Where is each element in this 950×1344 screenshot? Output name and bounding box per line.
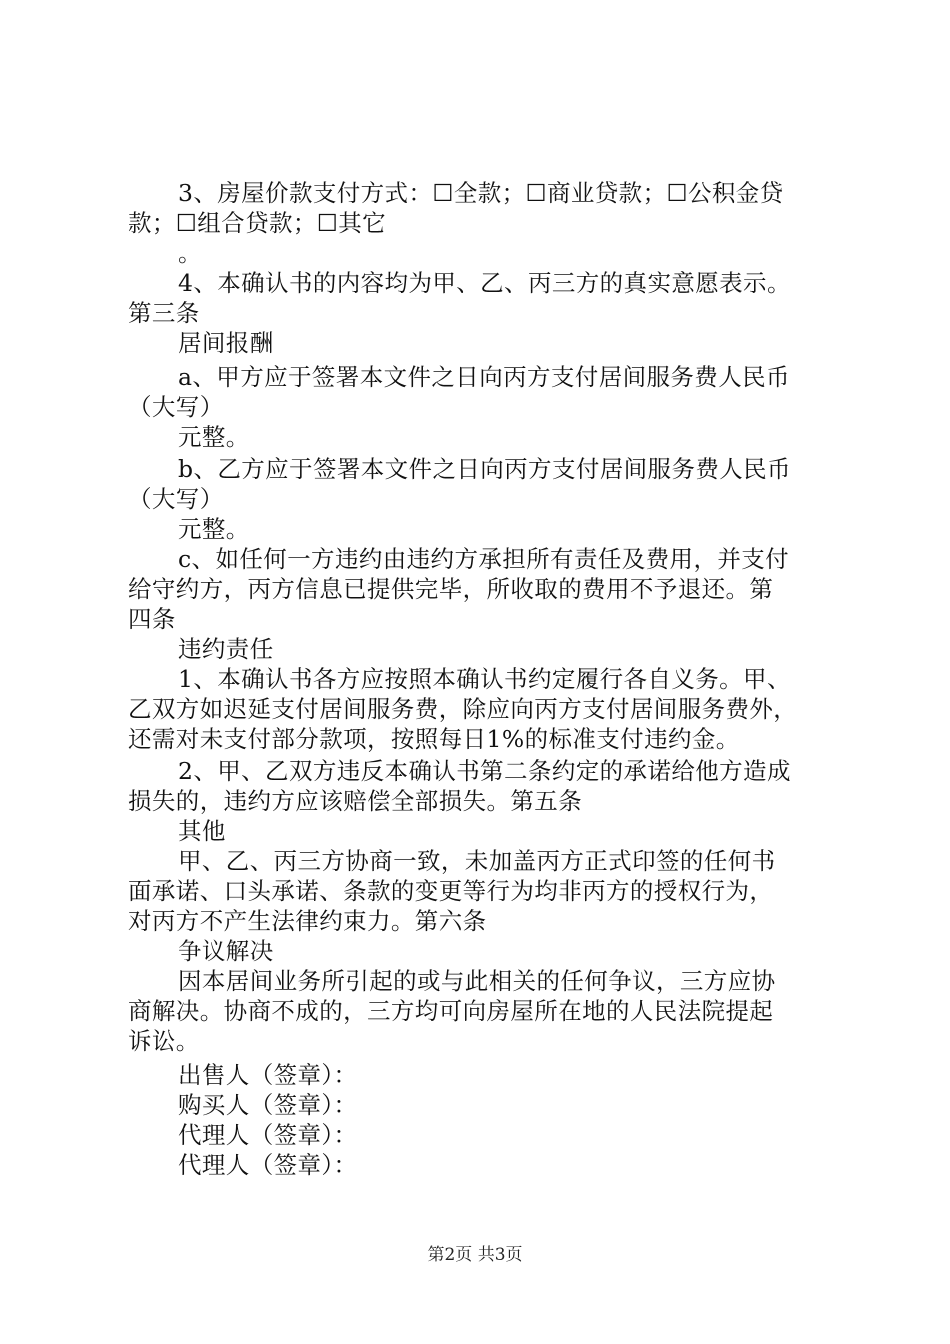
payment-method-period: 。 bbox=[178, 239, 202, 267]
article-6-title: 争议解决 bbox=[178, 937, 274, 965]
clause-b-unit: 元整。 bbox=[178, 515, 250, 543]
dispute-clause-line: 因本居间业务所引起的或与此相关的任何争议，三方应协 bbox=[178, 967, 776, 995]
article-4-heading: 四条 bbox=[128, 605, 176, 633]
other-clause-cont2: 对丙方不产生法律约束力。第六条 bbox=[128, 907, 487, 935]
dispute-clause-cont: 商解决。协商不成的，三方均可向房屋所在地的人民法院提起 bbox=[128, 997, 774, 1025]
payment-method-line-cont: 款；☐组合贷款；☐其它 bbox=[128, 209, 387, 237]
agent-signature-label-1: 代理人（签章）： bbox=[178, 1121, 358, 1149]
article-5-title: 其他 bbox=[178, 817, 226, 845]
article-3-title: 居间报酬 bbox=[178, 329, 274, 357]
clause-b-amount-label: （大写） bbox=[128, 485, 224, 513]
clause-a-amount-label: （大写） bbox=[128, 393, 224, 421]
clause-b-line: b、乙方应于签署本文件之日向丙方支付居间服务费人民币 bbox=[178, 455, 791, 483]
clause-c-line: c、如任何一方违约由违约方承担所有责任及费用，并支付 bbox=[178, 545, 790, 573]
breach-clause-2-cont: 损失的，违约方应该赔偿全部损失。第五条 bbox=[128, 787, 583, 815]
buyer-signature-label: 购买人（签章）： bbox=[178, 1091, 358, 1119]
dispute-clause-cont2: 诉讼。 bbox=[128, 1027, 200, 1055]
breach-clause-1: 1、本确认书各方应按照本确认书约定履行各自义务。甲、 bbox=[178, 665, 791, 693]
article-4-title: 违约责任 bbox=[178, 635, 274, 663]
agent-signature-label-2: 代理人（签章）： bbox=[178, 1151, 358, 1179]
breach-clause-1-cont2: 还需对未支付部分款项，按照每日1%的标准支付违约金。 bbox=[128, 725, 740, 753]
page-number-footer: 第2页 共3页 bbox=[427, 1245, 523, 1265]
seller-signature-label: 出售人（签章）： bbox=[178, 1061, 358, 1089]
other-clause-cont: 面承诺、口头承诺、条款的变更等行为均非丙方的授权行为， bbox=[128, 877, 774, 905]
clause-a-line: a、甲方应于签署本文件之日向丙方支付居间服务费人民币 bbox=[178, 363, 790, 391]
clause-4-line: 4、本确认书的内容均为甲、乙、丙三方的真实意愿表示。 bbox=[178, 269, 791, 297]
clause-c-line-cont: 给守约方，丙方信息已提供完毕，所收取的费用不予退还。第 bbox=[128, 575, 774, 603]
clause-a-unit: 元整。 bbox=[178, 423, 250, 451]
other-clause-line: 甲、乙、丙三方协商一致，未加盖丙方正式印签的任何书 bbox=[178, 847, 776, 875]
payment-method-line: 3、房屋价款支付方式：☐全款；☐商业贷款；☐公积金贷 bbox=[178, 179, 784, 207]
article-3-heading: 第三条 bbox=[128, 299, 200, 327]
breach-clause-2: 2、甲、乙双方违反本确认书第二条约定的承诺给他方造成 bbox=[178, 757, 791, 785]
breach-clause-1-cont: 乙双方如迟延支付居间服务费，除应向丙方支付居间服务费外， bbox=[128, 695, 798, 723]
